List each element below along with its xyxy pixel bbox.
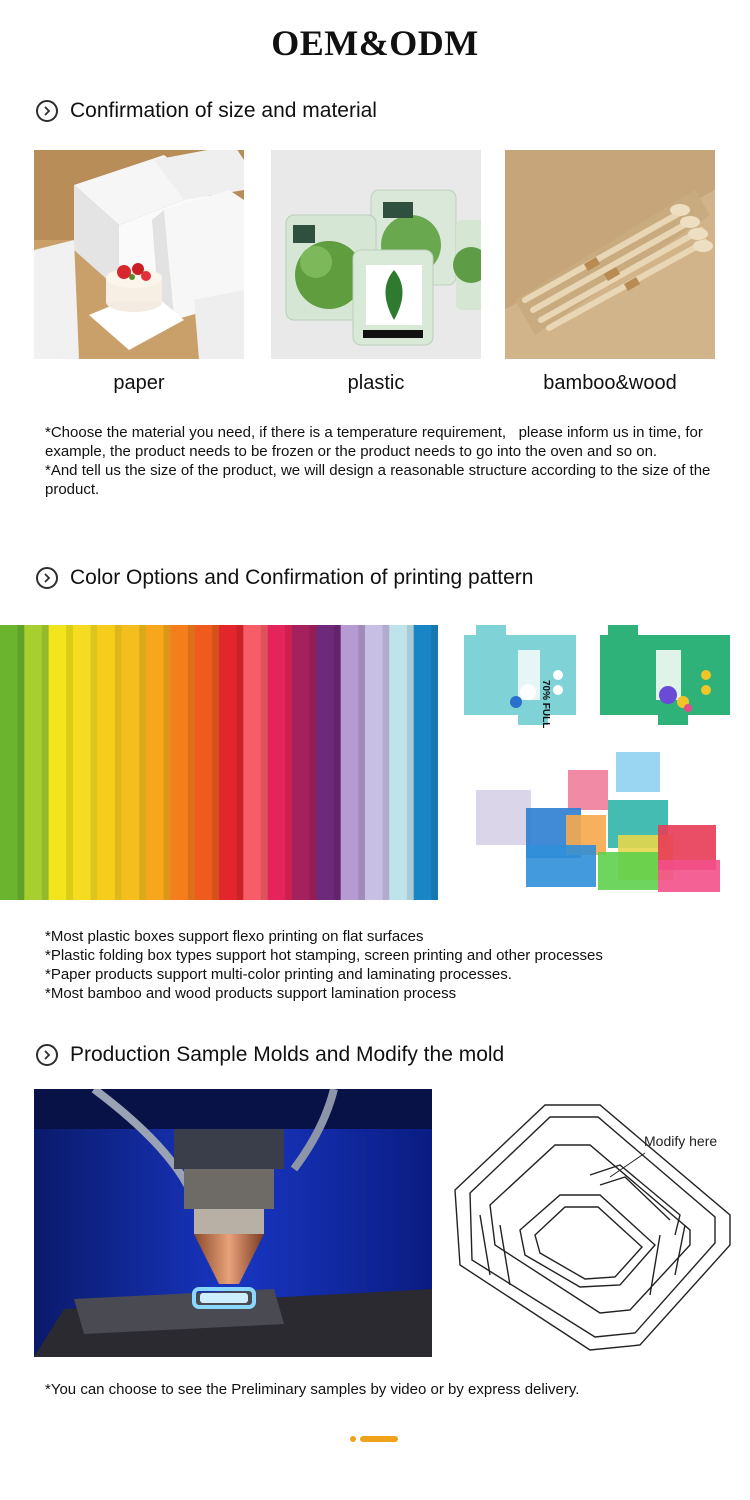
printing-note: *Most plastic boxes support flexo printing on flat surfaces xyxy=(45,928,424,945)
section-heading-text: Color Options and Confirmation of printing pattern xyxy=(70,566,534,589)
plastic-product-photo xyxy=(271,150,481,359)
color-swatch-shadow xyxy=(188,625,195,900)
color-swatch-shadow xyxy=(66,625,73,900)
color-swatch-shadow xyxy=(237,625,244,900)
mold-machine-photo xyxy=(34,1089,432,1357)
carousel-indicator[interactable] xyxy=(350,1436,398,1442)
color-swatch-shadow xyxy=(261,625,268,900)
color-swatch-shadow xyxy=(91,625,98,900)
material-note: *And tell us the size of the product, we will design a reasonable structure according to the size of the product. xyxy=(45,462,711,498)
chevron-right-icon xyxy=(36,1044,58,1066)
color-swatch-shadow xyxy=(139,625,146,900)
carousel-dot[interactable] xyxy=(350,1436,356,1442)
mold-annotation-label: Modify here xyxy=(644,1133,718,1149)
printing-note: *Paper products support multi-color printing and laminating processes. xyxy=(45,966,512,983)
section-heading-text: Confirmation of size and material xyxy=(70,99,377,122)
color-swatch-shadow xyxy=(310,625,317,900)
printed-box-photo xyxy=(458,620,738,902)
color-swatch-photo xyxy=(0,625,438,900)
sample-note: *You can choose to see the Preliminary samples by video or by express delivery. xyxy=(45,1381,580,1398)
color-swatch-shadow xyxy=(115,625,122,900)
color-swatch-shadow xyxy=(383,625,390,900)
section-heading-material xyxy=(36,99,377,123)
color-swatch-shadow xyxy=(358,625,365,900)
printing-note: *Most bamboo and wood products support lamination process xyxy=(45,985,457,1002)
page-title: OEM&ODM xyxy=(271,23,479,63)
section-heading-mold xyxy=(36,1043,504,1067)
material-label-plastic: plastic xyxy=(347,372,405,394)
material-label-paper: paper xyxy=(113,372,165,394)
printing-notes xyxy=(45,927,705,1003)
material-notes xyxy=(45,423,720,499)
material-note: *Choose the material you need, if there is a temperature requirement, please inform us in time, for example, the product needs to be frozen or the product needs to go into the oven and so on. xyxy=(45,424,703,460)
color-swatch-shadow xyxy=(431,625,438,900)
color-swatch-shadow xyxy=(18,625,25,900)
material-label-bamboo-wood: bamboo&wood xyxy=(543,372,677,394)
bamboo-wood-product-photo xyxy=(505,150,715,359)
printing-note: *Plastic folding box types support hot stamping, screen printing and other processes xyxy=(45,947,603,964)
color-swatch-shadow xyxy=(212,625,219,900)
section-heading-color xyxy=(36,566,533,590)
paper-product-photo xyxy=(34,150,244,359)
box-print-text: 70% FULL xyxy=(540,680,551,729)
color-swatch-shadow xyxy=(334,625,341,900)
color-swatch-shadow xyxy=(407,625,414,900)
color-swatch-shadow xyxy=(285,625,292,900)
carousel-dot-active[interactable] xyxy=(360,1436,398,1442)
color-swatch-shadow xyxy=(42,625,49,900)
section-heading-text: Production Sample Molds and Modify the mold xyxy=(70,1043,505,1066)
chevron-right-icon xyxy=(36,100,58,122)
color-swatch-shadow xyxy=(164,625,171,900)
chevron-right-icon xyxy=(36,567,58,589)
